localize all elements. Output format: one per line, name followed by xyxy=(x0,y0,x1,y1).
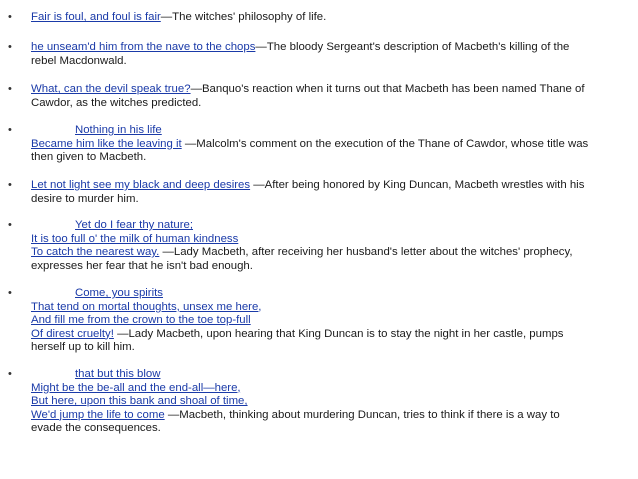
quote-text xyxy=(31,179,631,206)
quote-link[interactable]: To catch the nearest way. xyxy=(31,246,160,259)
bullet: • xyxy=(8,124,12,136)
quote-link[interactable]: And fill me from the crown to the toe top-full xyxy=(31,314,251,327)
quote-link[interactable]: Of direst cruelty! xyxy=(31,327,114,340)
quote-link[interactable]: Might be the be-all and the end-all—here, xyxy=(31,381,241,394)
quote-description: —Malcolm's comment on the execution of the Thane of Cawdor, whose title was xyxy=(181,137,589,150)
quote-description: —After being honored by King Duncan, Macbeth wrestles with his xyxy=(250,179,585,191)
quote-description: rebel Macdonwald. xyxy=(31,54,127,67)
quote-description: —Lady Macbeth, after receiving her husband's letter about the witches' prophecy, xyxy=(159,246,573,259)
quote-link[interactable]: Nothing in his life xyxy=(75,124,162,136)
quote-text xyxy=(31,11,631,25)
quote-link[interactable]: Became him like the leaving it xyxy=(31,137,182,150)
quote-description: expresses her fear that he isn't bad enough. xyxy=(31,259,253,272)
quote-link[interactable]: Yet do I fear thy nature; xyxy=(75,219,193,231)
quote-link[interactable]: But here, upon this bank and shoal of time, xyxy=(31,395,248,408)
quote-description: —Lady Macbeth, upon hearing that King Duncan is to stay the night in her castle, pumps xyxy=(113,327,564,340)
bullet: • xyxy=(8,219,12,231)
quote-description: herself up to kill him. xyxy=(31,341,135,354)
quote-text xyxy=(31,41,631,68)
quote-text xyxy=(31,219,631,273)
quote-description: —The bloody Sergeant's description of Macbeth's killing of the xyxy=(255,41,570,53)
quote-link[interactable]: Come, you spirits xyxy=(75,287,163,299)
bullet: • xyxy=(8,11,12,23)
quote-link[interactable]: That tend on mortal thoughts, unsex me here, xyxy=(31,300,262,313)
quote-link[interactable]: that but this blow xyxy=(75,368,161,380)
quote-link[interactable]: he unseam'd him from the nave to the chops xyxy=(31,41,256,53)
quote-description: desire to murder him. xyxy=(31,192,139,205)
bullet: • xyxy=(8,287,12,299)
quote-description: —Banquo's reaction when it turns out that Macbeth has been named Thane of xyxy=(190,83,585,95)
quote-text xyxy=(31,368,631,436)
quote-link[interactable]: We'd jump the life to come xyxy=(31,408,165,421)
quote-link[interactable]: It is too full o' the milk of human kindness xyxy=(31,232,239,245)
quote-link[interactable]: What, can the devil speak true? xyxy=(31,83,191,95)
quote-description: —The witches' philosophy of life. xyxy=(160,11,327,23)
quote-description: evade the consequences. xyxy=(31,422,161,435)
quote-text xyxy=(31,83,631,110)
bullet: • xyxy=(8,368,12,380)
bullet: • xyxy=(8,83,12,95)
quote-description: Cawdor, as the witches predicted. xyxy=(31,96,202,109)
quote-text xyxy=(31,124,631,165)
quote-description: —Macbeth, thinking about murdering Duncan, tries to think if there is a way to xyxy=(164,408,560,421)
quote-link[interactable]: Fair is foul, and foul is fair xyxy=(31,11,161,23)
bullet: • xyxy=(8,41,12,53)
quote-text xyxy=(31,287,631,355)
bullet: • xyxy=(8,179,12,191)
quote-description: then given to Macbeth. xyxy=(31,151,147,164)
quote-link[interactable]: Let not light see my black and deep desires xyxy=(31,179,251,191)
